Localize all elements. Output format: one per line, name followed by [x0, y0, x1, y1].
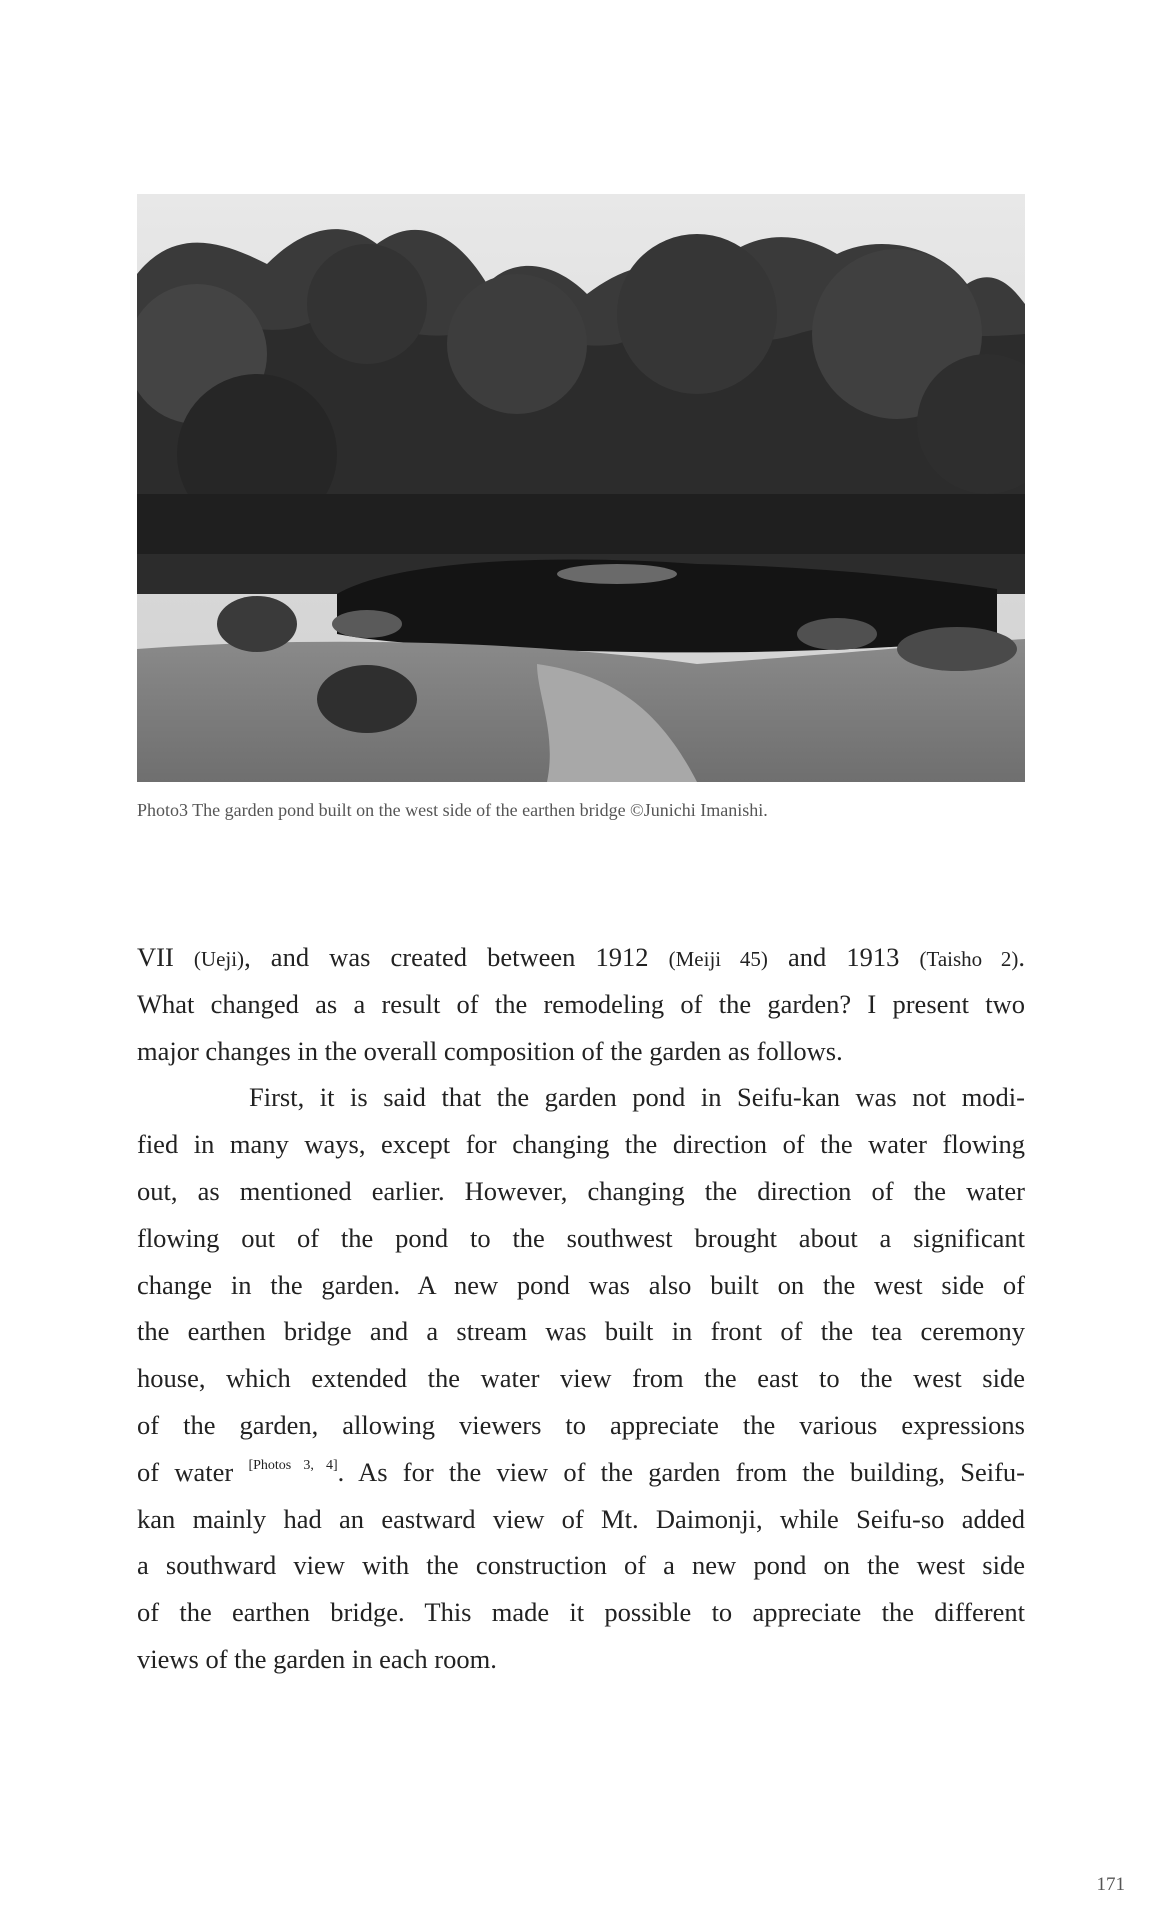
- photo-reference: [Photos 3, 4]: [248, 1457, 338, 1473]
- text-line: major changes in the overall composition of the garden as follows.: [137, 1035, 843, 1066]
- text-segment-small: (Ueji): [193, 947, 245, 971]
- text-segment: .: [1018, 942, 1026, 972]
- text-line: out, as mentioned earlier. However, changing the direction of the water: [137, 1175, 1025, 1206]
- text-line: of the garden, allowing viewers to appreciate the various expressions: [137, 1409, 1025, 1440]
- text-line: of the earthen bridge. This made it possible to appreciate the different: [137, 1597, 1025, 1628]
- text-line: [137, 1449, 1025, 1496]
- text-line: What changed as a result of the remodeling of the garden? I present two: [137, 988, 1025, 1019]
- text-segment-small: (Meiji 45): [668, 947, 768, 971]
- text-segment: , and was created between 1912: [244, 942, 669, 972]
- text-segment-small: (Taisho 2): [919, 947, 1019, 971]
- text-segment: and 1913: [767, 942, 920, 972]
- text-line: the earthen bridge and a stream was built in front of the tea ceremony: [137, 1316, 1025, 1347]
- text-line: a southward view with the construction of a new pond on the west side: [137, 1550, 1025, 1581]
- page-number: 171: [1096, 1874, 1125, 1895]
- text-line: flowing out of the pond to the southwest brought about a significant: [137, 1222, 1025, 1253]
- text-segment: VII: [137, 942, 194, 972]
- text-line: views of the garden in each room.: [137, 1643, 497, 1674]
- text-line: First, it is said that the garden pond in Seifu-kan was not modi-: [249, 1082, 1025, 1113]
- text-segment: of water: [137, 1456, 249, 1487]
- text-line: kan mainly had an eastward view of Mt. Daimonji, while Seifu-so added: [137, 1503, 1025, 1534]
- body-text: [137, 934, 1025, 1683]
- text-line: change in the garden. A new pond was also built on the west side of: [137, 1269, 1025, 1300]
- text-line: fied in many ways, except for changing the direction of the water flowing: [137, 1129, 1025, 1160]
- garden-pond-photo-drawing: [137, 194, 1025, 782]
- text-line: [137, 934, 1025, 981]
- text-line: house, which extended the water view from the east to the west side: [137, 1363, 1025, 1394]
- photo-caption: Photo3 The garden pond built on the west side of the earthen bridge ©Junichi Imanishi.: [137, 800, 768, 820]
- text-segment: . As for the view of the garden from the building, Seifu-: [337, 1456, 1025, 1487]
- garden-pond-photo: [137, 194, 1025, 782]
